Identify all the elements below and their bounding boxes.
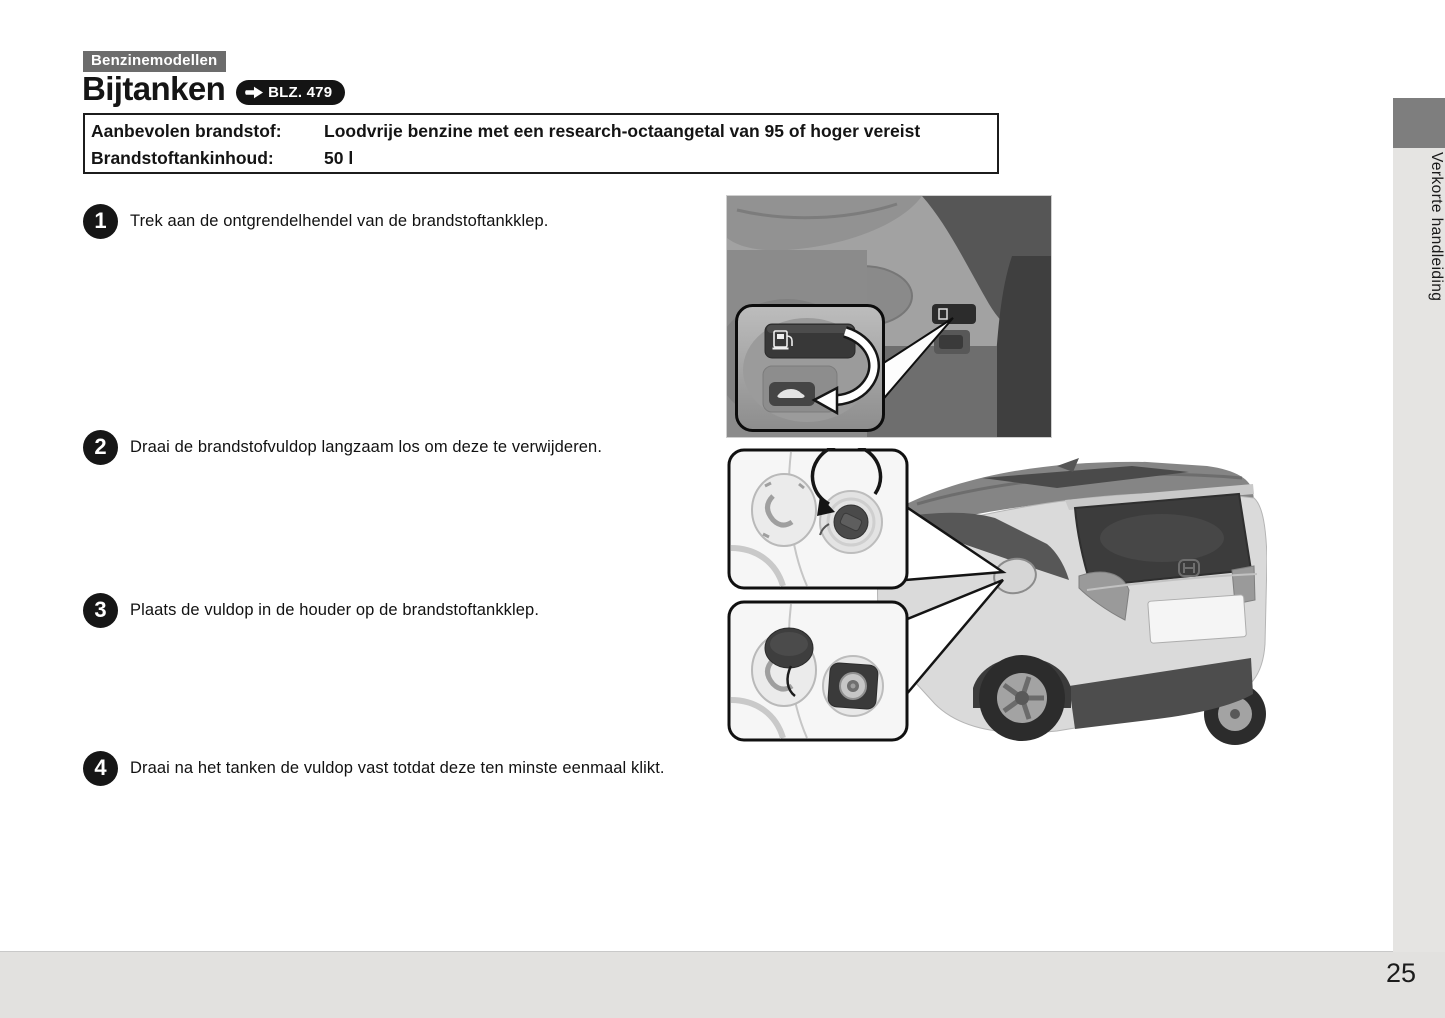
step-number-badge: 2 <box>83 430 118 465</box>
page-number: 25 <box>1385 958 1416 988</box>
car-rear-illustration <box>878 458 1267 745</box>
chapter-label: Verkorte handleiding <box>1428 152 1445 302</box>
fuel-info-value: 50 l <box>324 148 354 168</box>
step-text: Plaats de vuldop in de houder op de brandstoftankklep. <box>130 601 540 619</box>
page-title: Bijtanken <box>82 70 226 107</box>
fuel-cap-remove-inset <box>729 448 907 588</box>
chapter-tab <box>1393 98 1445 148</box>
page-reference-label: BLZ. 479 <box>268 83 333 101</box>
footer-divider <box>0 951 1393 952</box>
title-row <box>82 71 345 107</box>
step-text: Draai na het tanken de vuldop vast totdat deze ten minste eenmaal klikt. <box>130 759 665 777</box>
fuel-info-box <box>83 113 999 174</box>
fuel-info-row <box>91 118 997 145</box>
page-footer <box>0 952 1445 1018</box>
release-lever-inset <box>737 306 884 431</box>
fuel-info-label: Brandstoftankinhoud: <box>91 148 274 168</box>
license-plate <box>1148 595 1247 644</box>
fuel-info-value: Loodvrije benzine met een research-octaangetal van 95 of hoger vereist <box>324 121 921 141</box>
step-number-badge: 3 <box>83 593 118 628</box>
step-item-1 <box>83 204 549 239</box>
open-fuel-door <box>752 474 816 546</box>
step-number-badge: 1 <box>83 204 118 239</box>
model-variant-badge: Benzinemodellen <box>83 51 226 72</box>
step-number-badge: 4 <box>83 751 118 786</box>
step-item-4 <box>83 751 665 786</box>
fuel-cap-figure <box>727 448 1267 757</box>
step-text: Trek aan de ontgrendelhendel van de brandstoftankklep. <box>130 212 549 230</box>
fuel-cap-in-neck <box>834 505 868 539</box>
page-reference-badge <box>236 80 345 105</box>
fuel-info-row <box>91 145 997 172</box>
right-arrow-icon <box>243 85 264 100</box>
fuel-info-label: Aanbevolen brandstof: <box>91 121 282 141</box>
fuel-cap-holder-inset <box>729 602 907 740</box>
left-wheel <box>979 655 1065 741</box>
step-item-2 <box>83 430 602 465</box>
step-item-3 <box>83 593 539 628</box>
step-text: Draai de brandstofvuldop langzaam los om deze te verwijderen. <box>130 438 603 456</box>
fuel-door-release-photo <box>727 196 1051 437</box>
